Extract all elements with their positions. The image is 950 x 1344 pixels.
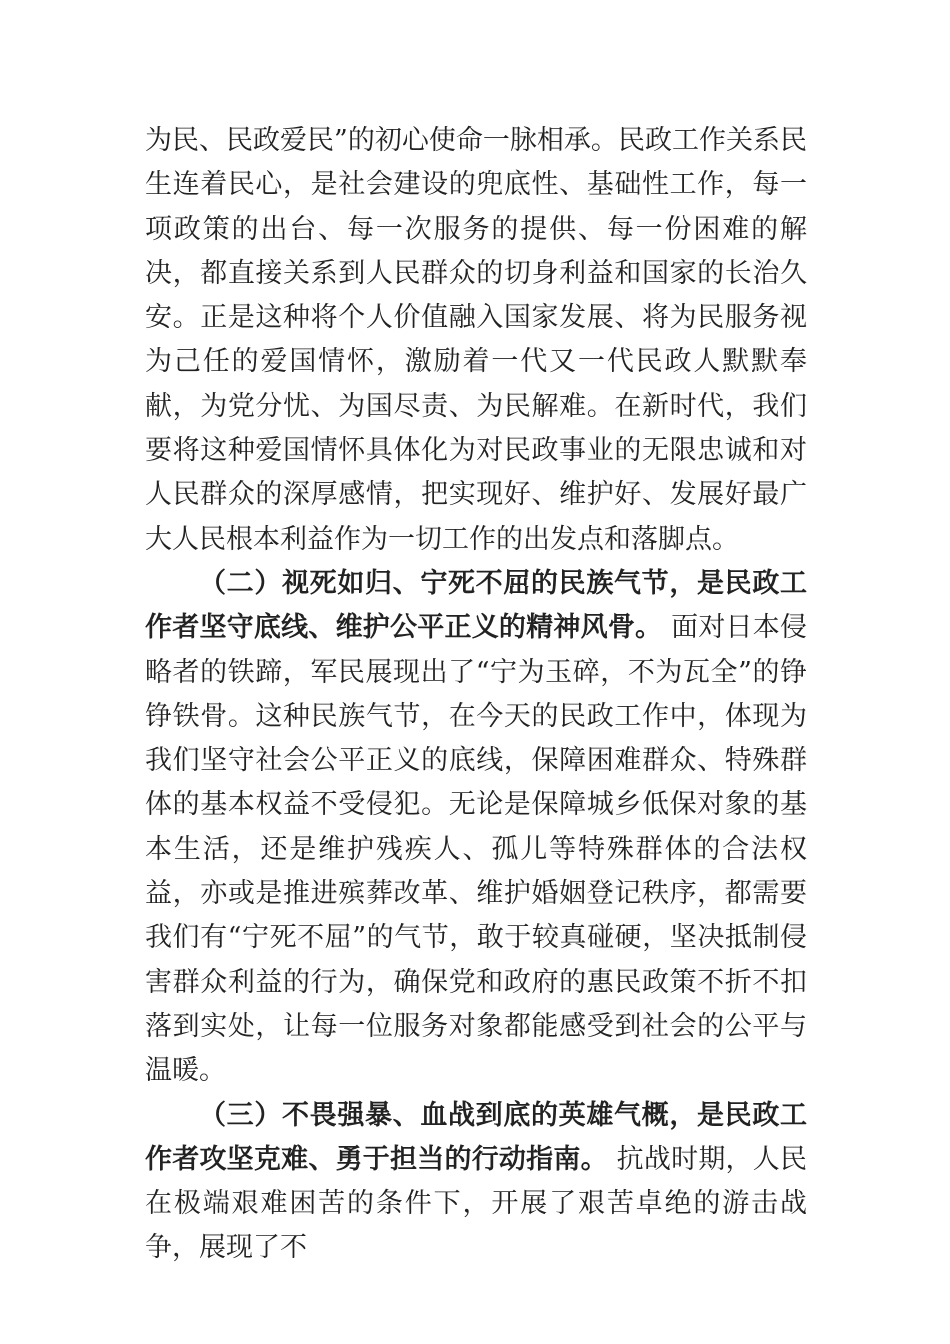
paragraph-1: 为民、民政爱民”的初心使命一脉相承。民政工作关系民生连着民心，是社会建设的兜底性、基础性工作，每一项政策的出台、每一次服务的提供、每一份困难的解决，都直接关系到人民群众的切身利益和国家的长治久安。正是这种将个人价值融入国家发展、将为民服务视为己任的爱国情怀，激励着一代又一代民政人默默奉献，为党分忧、为国尽责、为民解难。在新时代，我们要将这种爱国情怀具体化为对民政事业的无限忠诚和对人民群众的深厚感情，把实现好、维护好、发展好最广大人民根本利益作为一切工作的出发点和落脚点。	[145, 125, 807, 555]
section-2-heading: （二）视死如归、宁死不屈的民族气节，是民政工作者坚守底线、维护公平正义的精神风骨。	[145, 567, 807, 644]
section-3-body: 抗战时期，人民在极端艰难困苦的条件下，开展了艰苦卓绝的游击战争，展现了不	[145, 1143, 808, 1264]
paragraph-section-3	[145, 1094, 807, 1271]
section-3-heading: （三）不畏强暴、血战到底的英雄气概，是民政工作者攻坚克难、勇于担当的行动指南。	[145, 1099, 807, 1175]
paragraph-section-2	[145, 562, 807, 1094]
document-body	[145, 119, 807, 1271]
section-2-body: 面对日本侵略者的铁蹄，军民展现出了“宁为玉碎，不为瓦全”的铮铮铁骨。这种民族气节，在今天的民政工作中，体现为我们坚守社会公平正义的底线，保障困难群众、特殊群体的基本权益不受侵犯。无论是保障城乡低保对象的基本生活，还是维护残疾人、孤儿等特殊群体的合法权益，亦或是推进殡葬改革、维护婚姻登记秩序，都需要我们有“宁死不屈”的气节，敢于较真碰硬，坚决抵制侵害群众利益的行为，确保党和政府的惠民政策不折不扣落到实处，让每一位服务对象都能感受到社会的公平与温暖。	[145, 612, 807, 1087]
